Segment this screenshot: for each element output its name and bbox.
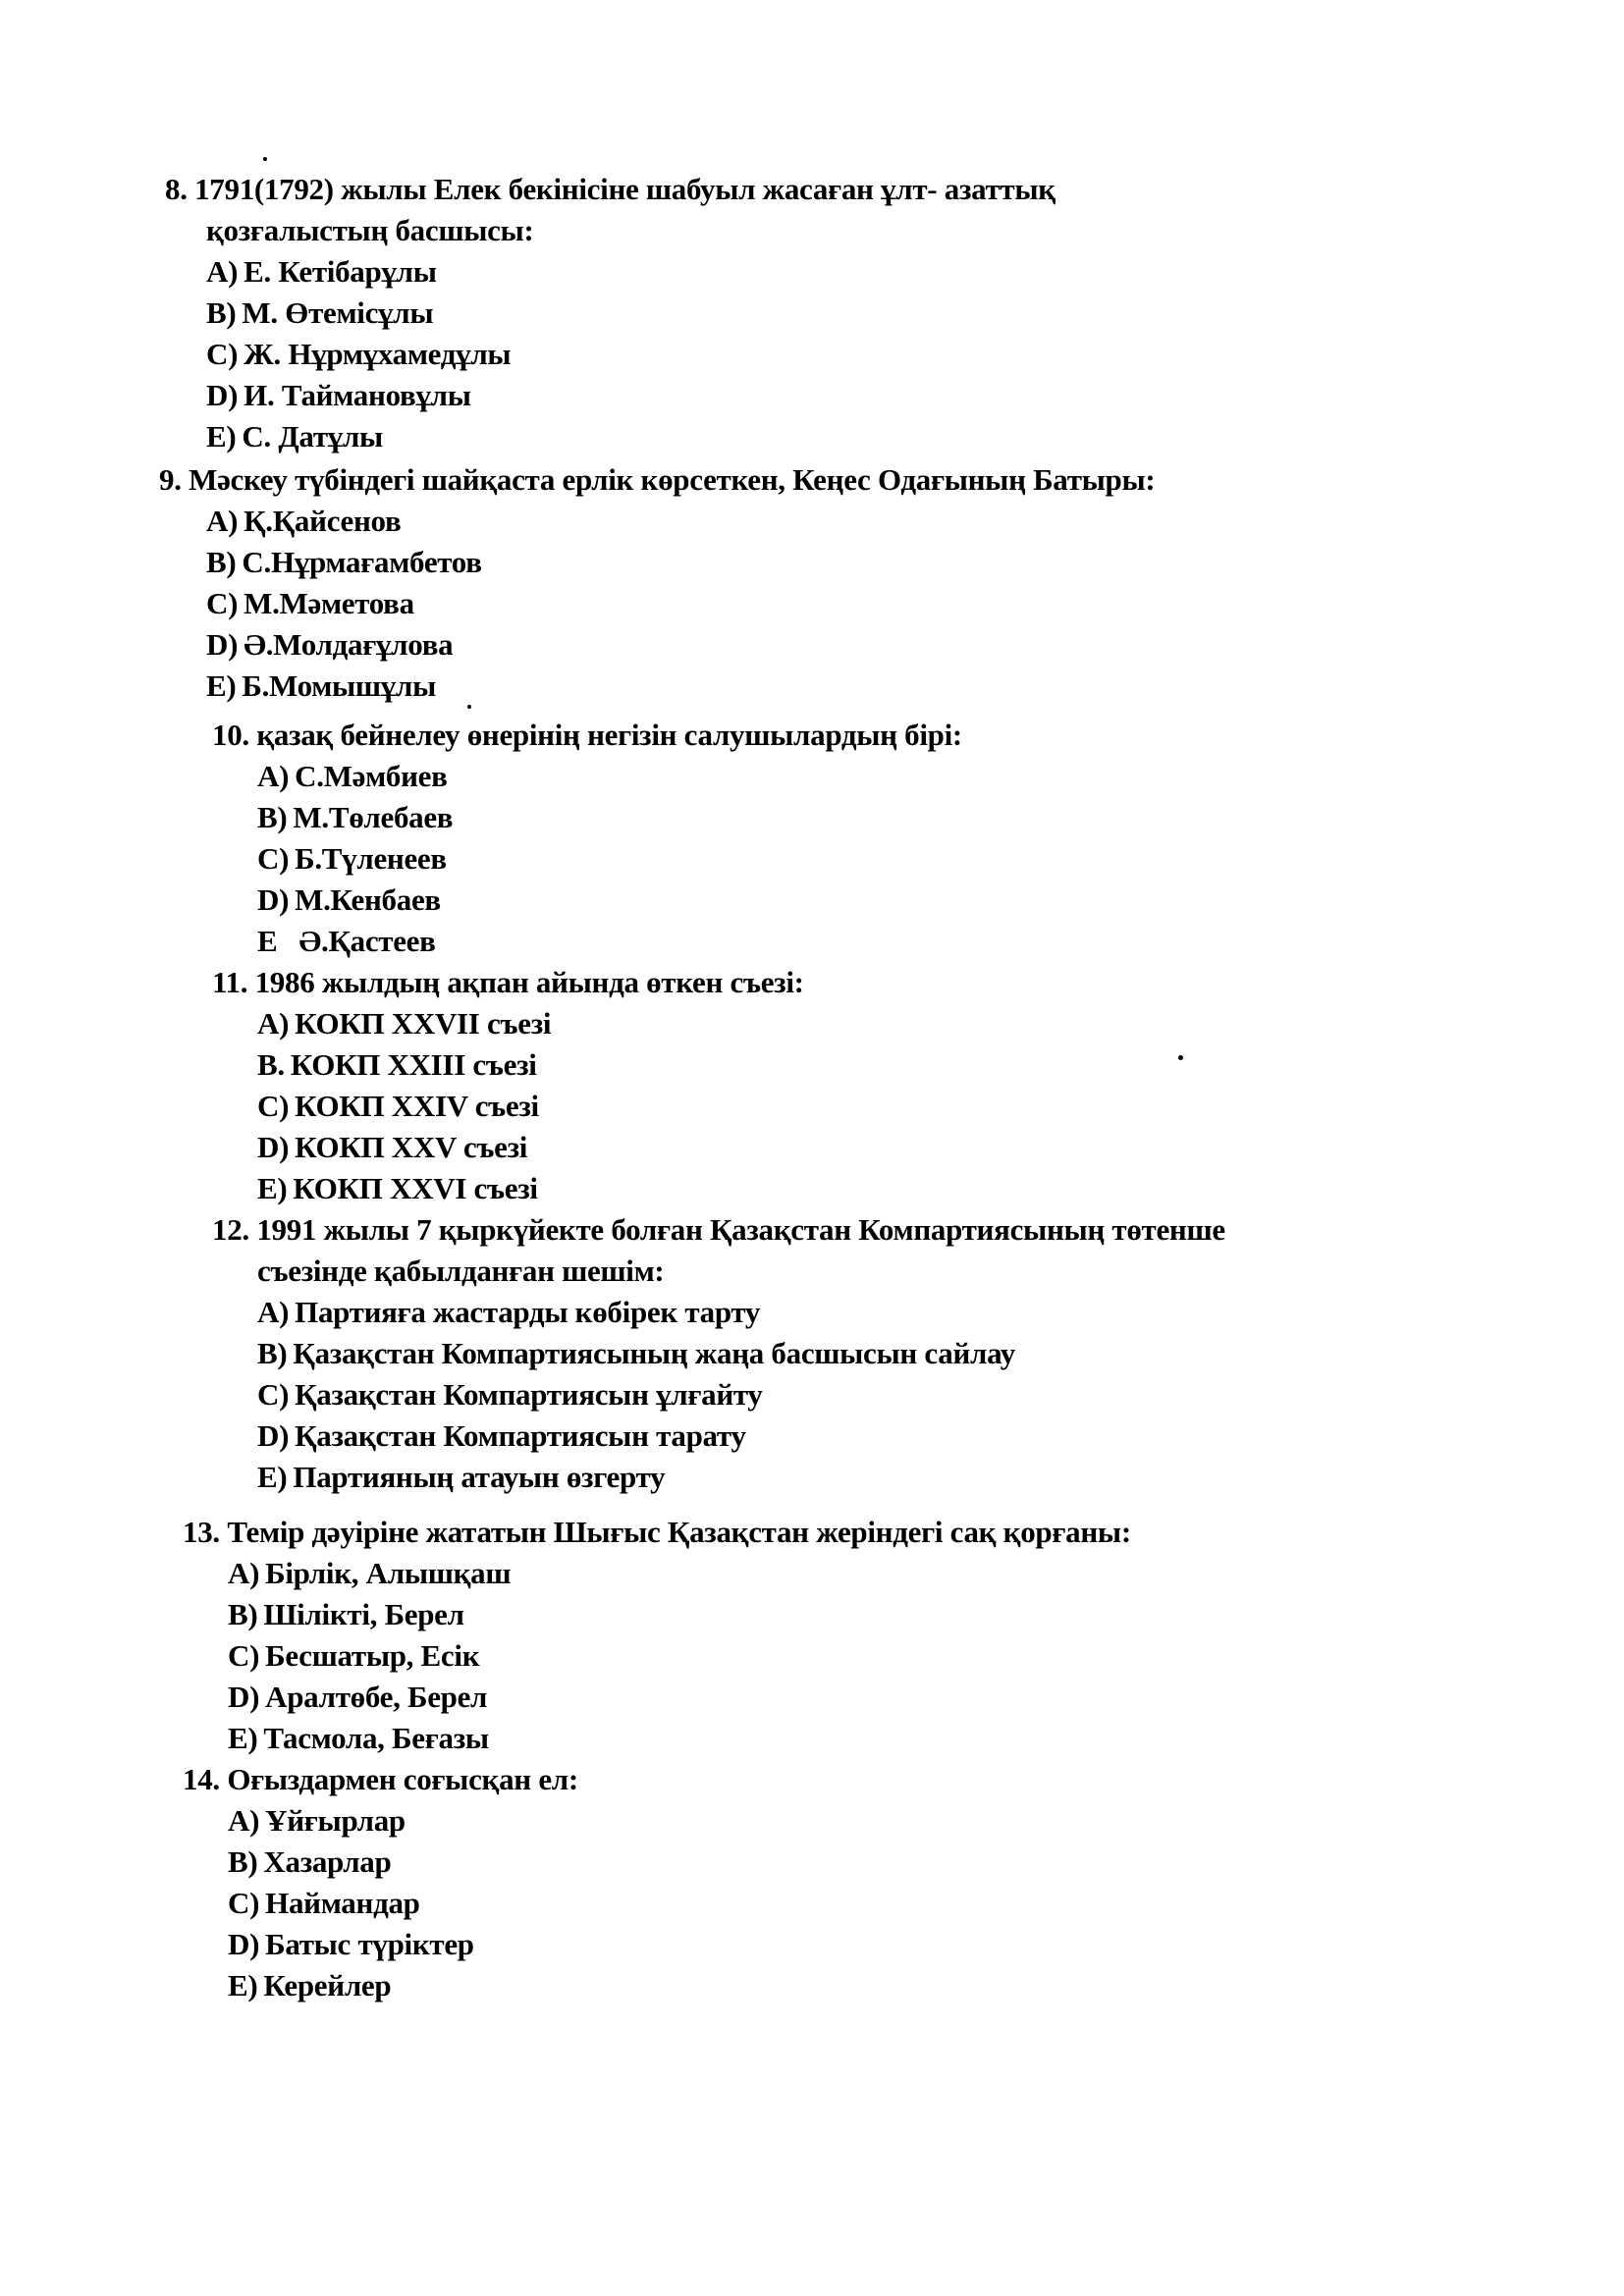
option-text: КОКП XXIV съезі — [295, 1089, 539, 1123]
option-text: М.Кенбаев — [295, 882, 441, 917]
question-stem — [183, 1512, 1459, 1553]
option-text: М. Өтемісұлы — [242, 295, 434, 330]
option-text: Хазарлар — [263, 1844, 392, 1879]
option-letter: D) — [257, 1418, 290, 1453]
question-stem — [212, 962, 1489, 1003]
option-c — [257, 838, 1489, 880]
answer-options — [212, 756, 1489, 962]
option-b — [257, 1044, 1489, 1086]
option-text: Бесшатыр, Есік — [265, 1638, 480, 1673]
option-letter: B) — [257, 1336, 288, 1370]
question-text: Темір дәуіріне жататын Шығыс Қазақстан жеріндегі сақ қорғаны: — [227, 1515, 1131, 1549]
option-text: Партияның атауын өзгерту — [293, 1460, 666, 1494]
question-12 — [212, 1209, 1489, 1498]
option-letter: C) — [228, 1886, 260, 1920]
question-text: Оғыздармен соғысқан ел: — [227, 1762, 578, 1796]
option-text: Шілікті, Берел — [263, 1597, 464, 1631]
option-text: Е. Кетібарұлы — [244, 254, 437, 289]
option-text: Б.Түленеев — [295, 841, 447, 876]
option-letter: E — [257, 924, 278, 958]
option-letter: E) — [228, 1968, 258, 2002]
option-b — [257, 797, 1489, 838]
question-text: 1791(1792) жылы Елек бекінісіне шабуыл жасаған ұлт- азаттық — [194, 172, 1056, 206]
option-a — [206, 501, 1435, 542]
option-d — [228, 1924, 1459, 1965]
question-number: 10. — [212, 718, 249, 752]
option-text: КОКП XXVI съезі — [293, 1171, 538, 1205]
option-text: И. Таймановұлы — [244, 378, 471, 412]
option-letter: D) — [228, 1680, 260, 1714]
option-d — [206, 624, 1435, 666]
answer-options — [183, 1800, 1459, 2006]
option-text: Наймандар — [265, 1886, 420, 1920]
option-b — [257, 1333, 1489, 1374]
option-text: Қазақстан Компартиясын тарату — [295, 1418, 746, 1453]
option-letter: A) — [228, 1556, 260, 1590]
answer-options — [159, 501, 1435, 707]
option-letter: A) — [228, 1803, 260, 1838]
option-text: Бірлік, Алышқаш — [265, 1556, 512, 1590]
option-text: Аралтөбе, Берел — [265, 1680, 488, 1714]
option-c — [206, 334, 1441, 375]
option-e — [257, 1168, 1489, 1209]
option-text: КОКП XXIII съезі — [290, 1047, 537, 1082]
option-d — [206, 375, 1441, 416]
option-letter: A) — [257, 1006, 290, 1041]
question-8 — [165, 169, 1441, 457]
option-letter: B) — [228, 1597, 258, 1631]
question-10 — [212, 715, 1489, 962]
option-c — [257, 1086, 1489, 1127]
option-a — [257, 1003, 1489, 1044]
option-letter: C) — [257, 1089, 290, 1123]
option-text: С.Мәмбиев — [295, 759, 448, 793]
option-letter: C) — [257, 841, 290, 876]
option-text: Керейлер — [263, 1968, 392, 2002]
option-letter: A) — [206, 504, 239, 538]
option-b — [228, 1842, 1459, 1883]
option-letter: E) — [206, 668, 237, 703]
option-a — [228, 1553, 1459, 1594]
question-stem — [212, 1209, 1489, 1292]
option-text: С. Датұлы — [242, 419, 383, 454]
option-text: Батыс түріктер — [265, 1927, 474, 1961]
option-letter: D) — [206, 378, 239, 412]
option-c — [228, 1635, 1459, 1677]
option-text: Ж. Нұрмұхамедұлы — [244, 337, 512, 371]
option-letter: A) — [257, 1295, 290, 1329]
option-b — [228, 1594, 1459, 1635]
question-text-continued: съезінде қабылданған шешім: — [257, 1254, 665, 1288]
option-letter: D) — [257, 882, 290, 917]
option-letter: C) — [257, 1377, 290, 1412]
option-text: Қазақстан Компартиясын ұлғайту — [295, 1377, 763, 1412]
answer-options — [212, 1003, 1489, 1209]
option-e — [206, 666, 1435, 707]
question-text: 1986 жылдың ақпан айында өткен съезі: — [254, 965, 804, 999]
option-letter: E) — [206, 419, 237, 454]
option-letter: E) — [257, 1171, 288, 1205]
question-stem — [183, 1759, 1459, 1800]
question-13 — [183, 1512, 1459, 1759]
option-text: Ә.Молдағұлова — [244, 627, 454, 662]
option-letter: E) — [257, 1460, 288, 1494]
question-stem — [159, 459, 1435, 501]
option-letter: E) — [228, 1721, 258, 1755]
option-letter: D) — [206, 627, 239, 662]
option-letter: D) — [228, 1927, 260, 1961]
question-stem — [212, 715, 1489, 756]
answer-options — [183, 1553, 1459, 1759]
option-a — [257, 756, 1489, 797]
option-letter: B) — [257, 800, 288, 834]
option-letter: C) — [206, 586, 239, 620]
option-letter: B) — [206, 295, 237, 330]
option-letter: B) — [228, 1844, 258, 1879]
option-text: Қазақстан Компартиясының жаңа басшысын сайлау — [293, 1336, 1015, 1370]
question-number: 13. — [183, 1515, 220, 1549]
question-text: Мәскеу түбіндегі шайқаста ерлік көрсеткен, Кеңес Одағының Батыры: — [189, 462, 1156, 497]
question-number: 8. — [165, 172, 188, 206]
question-text-continued: қозғалыстың басшысы: — [206, 213, 534, 247]
option-text: Ұйғырлар — [265, 1803, 406, 1838]
question-number: 11. — [212, 965, 248, 999]
option-letter: A) — [257, 759, 290, 793]
option-d — [257, 1415, 1489, 1457]
option-letter: A) — [206, 254, 239, 289]
question-9 — [159, 459, 1435, 707]
option-d — [257, 1127, 1489, 1168]
option-letter: C) — [228, 1638, 260, 1673]
option-e — [228, 1718, 1459, 1759]
option-text: Б.Момышұлы — [242, 668, 436, 703]
option-text: Ә.Қастеев — [298, 924, 436, 958]
option-letter: B) — [206, 545, 237, 579]
option-text: Тасмола, Беғазы — [263, 1721, 489, 1755]
scan-speck — [467, 705, 471, 709]
option-text: М.Төлебаев — [293, 800, 454, 834]
question-number: 9. — [159, 462, 182, 497]
option-c — [228, 1883, 1459, 1924]
option-letter: D) — [257, 1130, 290, 1164]
scan-speck — [1178, 1055, 1183, 1060]
option-d — [257, 880, 1489, 921]
option-b — [206, 542, 1435, 583]
question-11 — [212, 962, 1489, 1209]
answer-options — [212, 1292, 1489, 1498]
option-b — [206, 293, 1441, 334]
option-text: Қ.Қайсенов — [244, 504, 402, 538]
option-c — [257, 1374, 1489, 1415]
option-a — [228, 1800, 1459, 1842]
option-d — [228, 1677, 1459, 1718]
option-c — [206, 583, 1435, 624]
question-14 — [183, 1759, 1459, 2006]
option-letter: B. — [257, 1047, 285, 1082]
question-text: 1991 жылы 7 қыркүйекте болған Қазақстан Компартиясының төтенше — [256, 1212, 1225, 1247]
option-text: КОКП XXV съезі — [295, 1130, 528, 1164]
question-stem — [165, 169, 1441, 251]
question-number: 12. — [212, 1212, 249, 1247]
question-number: 14. — [183, 1762, 220, 1796]
option-text: С.Нұрмағамбетов — [242, 545, 482, 579]
question-text: қазақ бейнелеу өнерінің негізін салушылардың бірі: — [256, 718, 962, 752]
option-letter: C) — [206, 337, 239, 371]
option-a — [257, 1292, 1489, 1333]
scan-speck — [263, 157, 267, 161]
option-e — [257, 1457, 1489, 1498]
option-e — [206, 416, 1441, 457]
option-e — [257, 921, 1489, 962]
option-a — [206, 251, 1441, 293]
answer-options — [165, 251, 1441, 457]
option-e — [228, 1965, 1459, 2006]
option-text: М.Мәметова — [244, 586, 414, 620]
option-text: Партияға жастарды көбірек тарту — [295, 1295, 761, 1329]
option-text: КОКП XXVII съезі — [295, 1006, 552, 1041]
